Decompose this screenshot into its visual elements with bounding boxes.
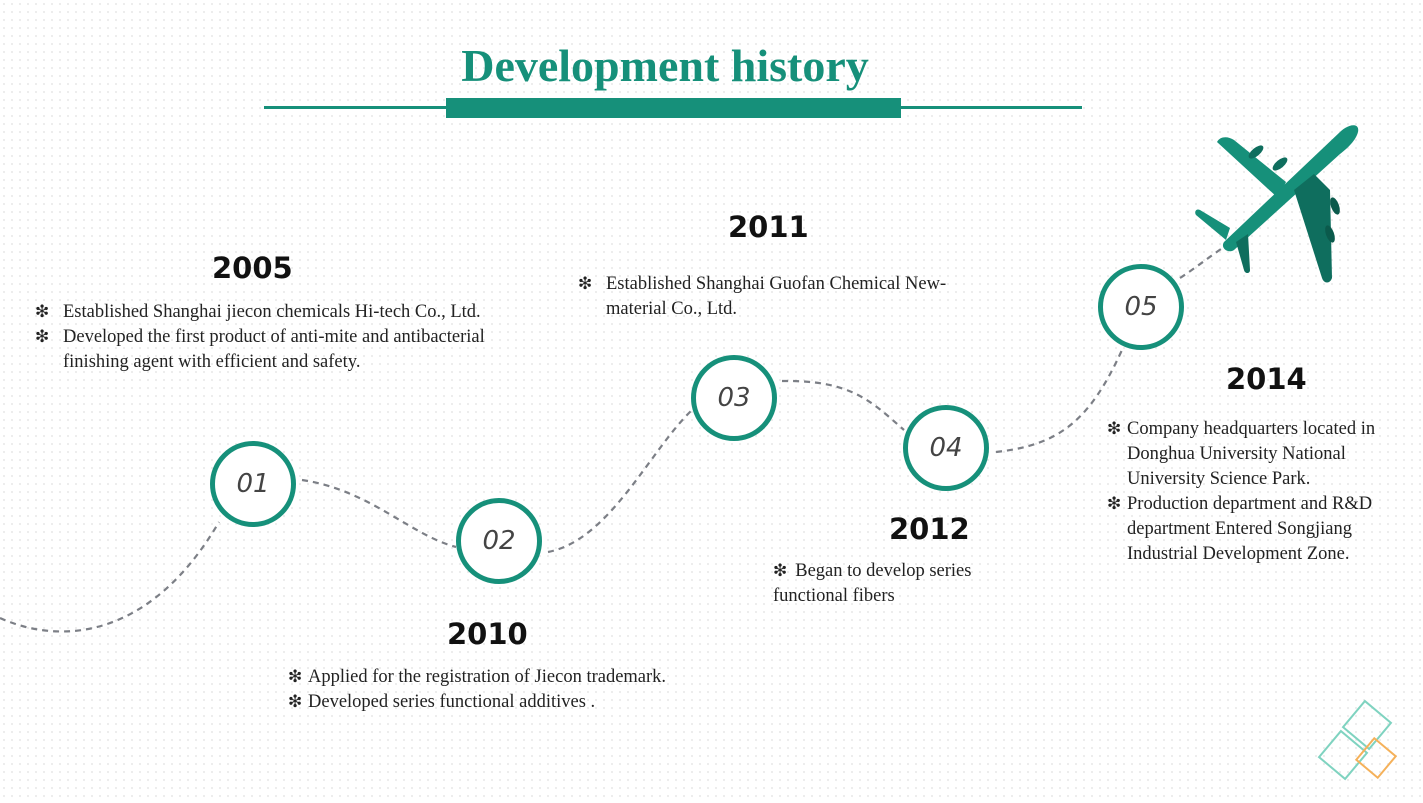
milestone-node-02: 02 [456,498,542,584]
milestone-year-2010: 2010 [447,617,528,651]
milestone-year-2005: 2005 [212,251,293,285]
list-item: ❇ Developed series functional additives . [288,690,748,715]
snowflake-bullet-icon: ❇ [35,327,50,347]
milestone-year-2014: 2014 [1226,362,1307,396]
snowflake-bullet-icon: ❇ [578,274,593,294]
milestone-desc-2012 [773,559,1013,609]
overlapping-squares-icon [1312,694,1412,794]
list-item: ❇ Company headquarters located in Donghua University National University Science Park. [1107,419,1376,489]
milestone-year-2011: 2011 [728,210,809,244]
milestone-node-04: 04 [903,405,989,491]
page-title: Development history [461,40,869,91]
milestone-year-2012: 2012 [889,512,970,546]
milestone-desc-2005 [35,300,555,375]
snowflake-bullet-icon: ❇ [773,561,788,581]
milestone-node-03: 03 [691,355,777,441]
milestone-desc-2014 [1107,417,1419,567]
airplane-icon [1190,118,1370,288]
snowflake-bullet-icon: ❇ [288,692,303,712]
milestone-node-05: 05 [1098,264,1184,350]
list-item: ❇ Production department and R&D department Entered Songjiang Industrial Development Zone. [1107,494,1373,564]
snowflake-bullet-icon: ❇ [35,302,50,322]
milestone-node-01: 01 [210,441,296,527]
list-item: ❇ Established Shanghai Guofan Chemical New-material Co., Ltd. [578,274,947,319]
list-item: ❇ Began to develop series functional fibers [773,561,972,606]
milestone-desc-2010 [288,665,748,715]
snowflake-bullet-icon: ❇ [1107,494,1122,514]
snowflake-bullet-icon: ❇ [288,667,303,687]
list-item: ❇ Applied for the registration of Jiecon trademark. [288,665,748,690]
list-item: ❇ Established Shanghai jiecon chemicals Hi-tech Co., Ltd. [35,300,555,325]
milestone-desc-2011 [578,272,998,322]
snowflake-bullet-icon: ❇ [1107,419,1122,439]
list-item: ❇ Developed the first product of anti-mite and antibacterial finishing agent with efficient and safety. [35,327,485,372]
